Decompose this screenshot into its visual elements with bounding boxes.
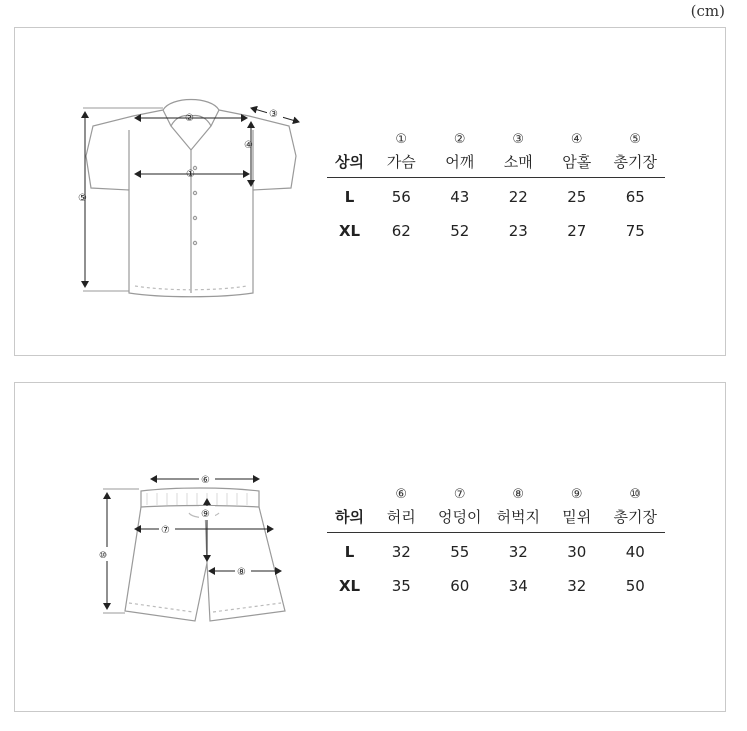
table-cell: 32 <box>508 543 528 562</box>
sleeve-marker: ③ <box>269 109 278 120</box>
table-cell: 55 <box>450 543 470 562</box>
table-cell: 43 <box>450 188 470 207</box>
column-marker: ⑦ <box>453 487 466 502</box>
column-header: 엉덩이 <box>431 502 490 532</box>
column-marker: ① <box>395 132 408 147</box>
table-cell: 62 <box>391 222 411 240</box>
column-header: 암홀 <box>548 147 607 177</box>
column-marker: ⑨ <box>570 487 583 502</box>
column-header: 밑위 <box>548 502 607 532</box>
table-cell: 50 <box>625 577 645 595</box>
column-marker: ③ <box>512 132 525 147</box>
size-label: XL <box>338 577 361 595</box>
size-label: L <box>344 188 355 207</box>
table-row <box>327 177 665 213</box>
column-marker: ⑧ <box>512 487 525 502</box>
column-marker: ② <box>453 132 466 147</box>
bottom-size-table <box>327 484 665 604</box>
table-cell: 22 <box>508 188 528 207</box>
table-cell: 56 <box>391 188 411 207</box>
column-header: 총기장 <box>606 502 665 532</box>
unit-label: (cm) <box>690 2 725 20</box>
column-marker: ⑥ <box>395 487 408 502</box>
table-row <box>327 532 665 568</box>
table-cell: 75 <box>625 222 645 240</box>
table-cell: 23 <box>508 222 528 240</box>
table-row <box>327 213 665 249</box>
table-cell: 27 <box>567 222 587 240</box>
column-marker: ⑩ <box>629 487 642 502</box>
table-cell: 40 <box>625 543 645 562</box>
hip-marker: ⑦ <box>161 525 170 536</box>
table-header-label: 하의 <box>327 502 372 532</box>
table-cell: 60 <box>450 577 470 595</box>
size-label: XL <box>338 222 361 240</box>
shoulder-marker: ② <box>185 113 194 124</box>
column-header: 허리 <box>372 502 431 532</box>
armhole-marker: ④ <box>244 140 253 151</box>
column-header: 가슴 <box>372 147 431 177</box>
column-header: 소매 <box>489 147 548 177</box>
table-cell: 25 <box>567 188 587 207</box>
thigh-marker: ⑧ <box>237 567 246 578</box>
table-cell: 32 <box>391 543 411 562</box>
table-cell: 32 <box>567 577 587 595</box>
shirt-illustration <box>71 88 321 328</box>
column-header: 허벅지 <box>489 502 548 532</box>
table-cell: 35 <box>391 577 411 595</box>
table-cell: 65 <box>625 188 645 207</box>
column-header: 총기장 <box>606 147 665 177</box>
table-row <box>327 568 665 604</box>
table-cell: 30 <box>567 543 587 562</box>
chest-marker: ① <box>186 169 195 180</box>
column-marker: ⑤ <box>629 132 642 147</box>
size-label: L <box>344 543 355 562</box>
column-header: 어깨 <box>431 147 490 177</box>
top-size-table <box>327 129 665 249</box>
table-cell: 34 <box>508 577 528 595</box>
top-size-panel <box>14 27 726 356</box>
column-marker: ④ <box>570 132 583 147</box>
table-header-label: 상의 <box>327 147 372 177</box>
length-marker: ⑩ <box>99 551 108 561</box>
waist-marker: ⑥ <box>201 475 210 486</box>
bottom-size-panel <box>14 382 726 712</box>
shorts-illustration <box>85 463 315 633</box>
rise-marker: ⑨ <box>201 509 210 520</box>
length-marker: ⑤ <box>78 193 87 204</box>
table-cell: 52 <box>450 222 470 240</box>
